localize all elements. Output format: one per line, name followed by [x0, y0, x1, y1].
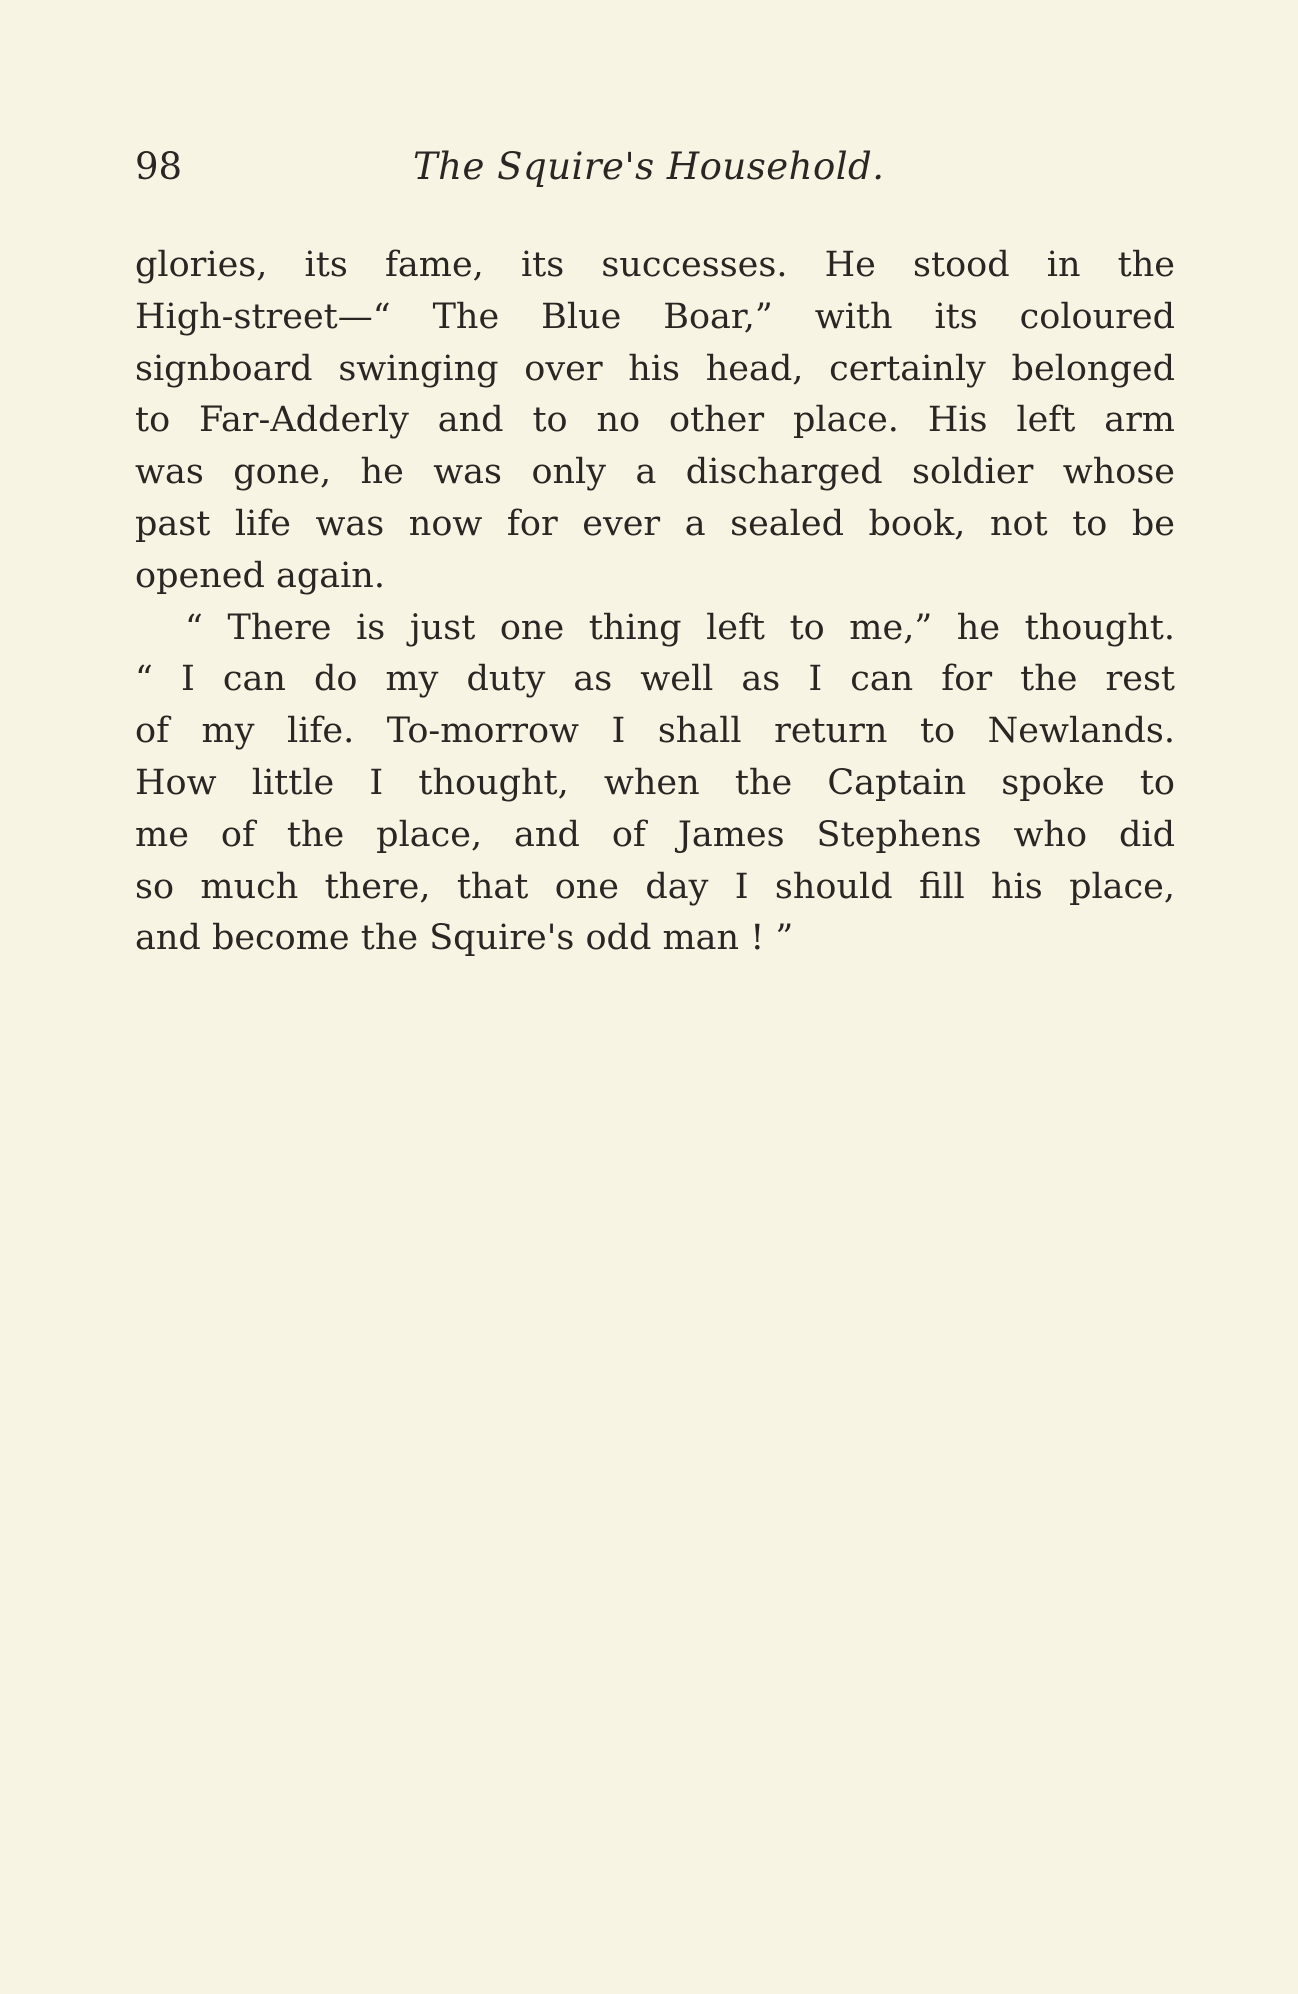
text-line: me of the place, and of James Stephens who did — [135, 814, 1175, 855]
text-line: so much there, that one day I should fill his place, — [135, 866, 1175, 907]
body-text — [135, 240, 1175, 965]
text-line: and become the Squire's odd man ! ” — [135, 918, 794, 959]
page-header — [135, 142, 1175, 192]
text-line: of my life. To-morrow I shall return to Newlands. — [135, 711, 1175, 752]
text-line: opened again. — [135, 555, 385, 596]
page-number: 98 — [135, 145, 183, 188]
paragraph-2 — [135, 603, 1175, 966]
text-line: to Far-Adderly and to no other place. His left arm — [135, 400, 1175, 441]
running-title: The Squire's Household. — [413, 145, 885, 188]
text-line: signboard swinging over his head, certainly belonged — [135, 348, 1175, 389]
text-line: “ There is just one thing left to me,” he thought. — [185, 607, 1175, 648]
text-line: “ I can do my duty as well as I can for the rest — [135, 659, 1175, 700]
text-line: How little I thought, when the Captain spoke to — [135, 762, 1175, 803]
text-line: was gone, he was only a discharged soldier whose — [135, 452, 1175, 493]
text-line: glories, its fame, its successes. He stood in the — [135, 245, 1175, 285]
paragraph-1 — [135, 240, 1175, 603]
text-line: past life was now for ever a sealed book, not to be — [135, 503, 1175, 544]
text-line: High-street—“ The Blue Boar,” with its coloured — [135, 296, 1175, 337]
